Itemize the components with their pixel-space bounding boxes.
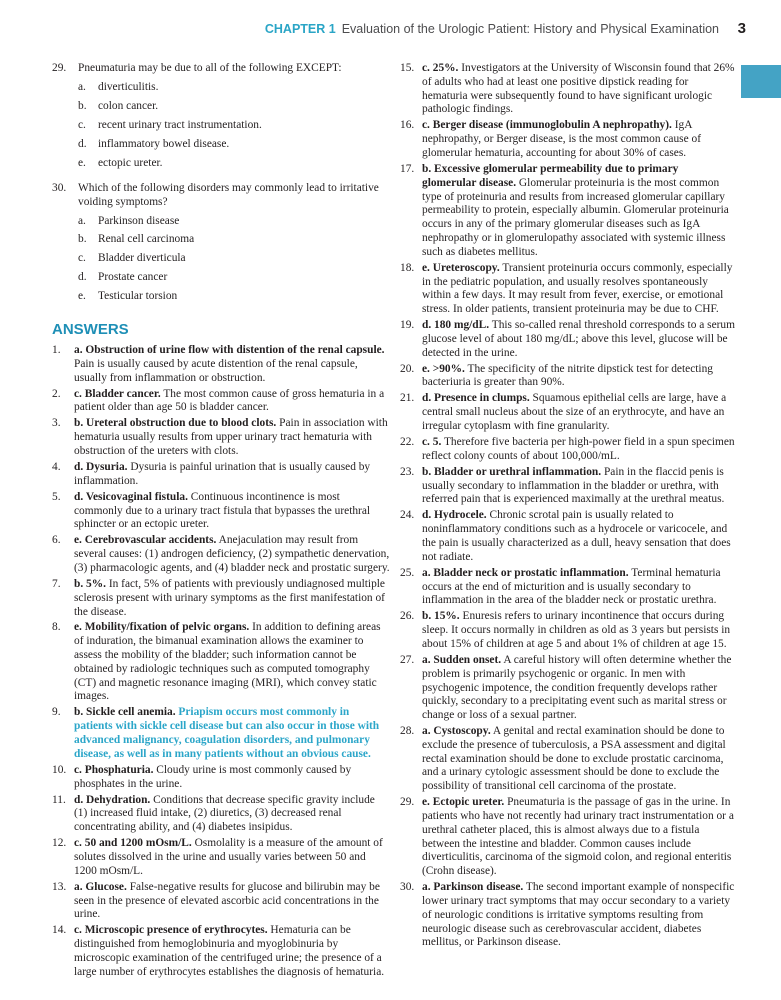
answer-choice: e. Cerebrovascular accidents. xyxy=(74,534,217,547)
answer-explanation: The most common cause of gross hematuria in a patient older than age 50 is bladder cancer. xyxy=(74,387,385,414)
answer-explanation: In fact, 5% of patients with previously undiagnosed multiple sclerosis present with urinary symptoms as the first manifestation of the disease. xyxy=(74,577,385,618)
answer-choice: a. Sudden onset. xyxy=(422,653,502,666)
answer-number: 27. xyxy=(400,653,415,666)
answer-number: 26. xyxy=(400,610,415,623)
answer-choice: d. Vesicovaginal fistula. xyxy=(74,490,188,503)
option-a xyxy=(78,215,390,229)
answer-number: 12. xyxy=(52,837,67,850)
answer-number: 10. xyxy=(52,763,67,776)
answer-explanation: The second important example of nonspecific lower urinary tract symptoms that may occur secondary to a variety of neurologic conditions is irritative symptoms resulting from neurologic disease such as cerebrovascular accident, diabetes mellitus, or Parkinson disease. xyxy=(422,881,735,949)
answer-5 xyxy=(52,491,390,532)
answer-choice: a. Glucose. xyxy=(74,880,127,893)
answer-choice: c. Phosphaturia. xyxy=(74,763,154,776)
answer-25 xyxy=(400,567,735,608)
option-letter: b. xyxy=(78,233,87,246)
answer-choice: a. Parkinson disease. xyxy=(422,881,524,894)
answer-explanation: Pain is usually caused by acute distention of the renal capsule, usually from inflammation or obstruction. xyxy=(74,357,358,384)
answer-explanation: Pneumaturia is the passage of gas in the urine. In patients who have not recently had urinary tract instrumentation or a urethral catheter placed, this is almost always due to a fistula between the intestine and bladder. Common causes include diverticulitis, carcinoma of the sigmoid colon, and regional enteritis (Crohn disease). xyxy=(422,796,734,878)
answer-number: 1. xyxy=(52,344,61,357)
option-text: colon cancer. xyxy=(98,99,159,112)
answers-heading: ANSWERS xyxy=(52,321,129,339)
answer-choice: c. 5. xyxy=(422,436,442,449)
answer-number: 29. xyxy=(400,796,415,809)
option-text: recent urinary tract instrumentation. xyxy=(98,118,262,131)
answer-choice: e. Mobility/fixation of pelvic organs. xyxy=(74,621,250,634)
answer-explanation: Hematuria can be distinguished from hemoglobinuria and myoglobinuria by microscopic examination of the centrifuged urine; the presence of a large number of erythrocytes establishes the diagnosis of hematuria. xyxy=(74,924,385,978)
running-head xyxy=(265,22,719,36)
answer-18 xyxy=(400,262,735,317)
option-b xyxy=(78,100,390,114)
answer-30 xyxy=(400,881,735,950)
answer-number: 4. xyxy=(52,460,61,473)
answer-number: 28. xyxy=(400,725,415,738)
option-letter: d. xyxy=(78,271,87,284)
option-letter: d. xyxy=(78,137,87,150)
option-text: Prostate cancer xyxy=(98,271,168,284)
chapter-title: Evaluation of the Urologic Patient: History and Physical Examination xyxy=(341,22,719,36)
answer-4 xyxy=(52,461,390,489)
option-d xyxy=(78,138,390,152)
answer-choice: c. 25%. xyxy=(422,62,459,74)
answer-choice: d. Dehydration. xyxy=(74,793,151,806)
answer-choice: c. Bladder cancer. xyxy=(74,387,161,400)
option-d xyxy=(78,271,390,285)
answer-explanation: False-negative results for glucose and bilirubin may be seen in the presence of elevated ascorbic acid concentrations in the urine. xyxy=(74,880,380,921)
option-letter: b. xyxy=(78,99,87,112)
answer-explanation: Transient proteinuria occurs commonly, especially in the pediatric population, and usually resolves spontaneously within a few days. It may result from fever, exercise, or emotional stress. In older patients, transient proteinuria may be due to CHF. xyxy=(422,261,733,316)
option-b xyxy=(78,233,390,247)
option-text: Testicular torsion xyxy=(98,290,178,303)
answer-number: 14. xyxy=(52,924,67,937)
answer-choice: b. 15%. xyxy=(422,610,460,623)
answer-choice: d. Dysuria. xyxy=(74,460,128,473)
option-letter: a. xyxy=(78,214,86,227)
option-letter: e. xyxy=(78,156,86,169)
answer-number: 7. xyxy=(52,577,61,590)
answer-choice: b. 5%. xyxy=(74,577,106,590)
question-text: Pneumaturia may be due to all of the following EXCEPT: xyxy=(78,62,342,74)
answer-explanation: Anejaculation may result from several causes: (1) androgen deficiency, (2) sympathetic denervation, (3) pharmacologic agents, and (4) bladder neck and prostatic surgery. xyxy=(74,534,390,574)
answer-26 xyxy=(400,610,735,651)
option-c xyxy=(78,119,390,133)
answer-9 xyxy=(52,706,390,761)
option-text: Parkinson disease xyxy=(98,214,180,227)
answer-16 xyxy=(400,119,735,160)
answer-number: 24. xyxy=(400,509,415,522)
answer-number: 19. xyxy=(400,319,415,332)
answer-choice: d. Presence in clumps. xyxy=(422,392,530,405)
answer-explanation: The specificity of the nitrite dipstick test for detecting bacteriuria is greater than 90%. xyxy=(422,362,713,389)
question-29 xyxy=(52,62,390,171)
option-letter: c. xyxy=(78,118,86,131)
answer-choice: c. Berger disease (immunoglobulin A nephropathy). xyxy=(422,119,672,132)
answer-7 xyxy=(52,578,390,619)
answer-21 xyxy=(400,392,735,433)
question-number: 30. xyxy=(52,181,67,194)
answer-number: 13. xyxy=(52,880,67,893)
option-letter: e. xyxy=(78,290,86,303)
page-number: 3 xyxy=(737,20,746,37)
chapter-thumb-tab xyxy=(741,65,781,98)
answer-explanation: Glomerular proteinuria is the most common type of proteinuria and results from increased glomerular capillary permeability to protein, especially albumin. Glomerular proteinuria occurs in any of the primary glomerular diseases such as IgA nephropathy or in glomerulopathy associated with systemic illness such as diabetes mellitus. xyxy=(422,176,729,258)
highlighted-explanation: Priapism occurs most commonly in patients with sickle cell disease but can also occur in those with advanced malignancy, coagulation disorders, and pulmonary disease, as well as in many patients without an obvious cause. xyxy=(74,706,380,760)
answer-28 xyxy=(400,725,735,794)
answer-choice: e. Ectopic ureter. xyxy=(422,796,505,809)
page-header xyxy=(0,22,781,42)
answer-choice: c. Microscopic presence of erythrocytes. xyxy=(74,924,268,937)
question-text: Which of the following disorders may commonly lead to irritative voiding symptoms? xyxy=(78,181,379,208)
answer-24 xyxy=(400,509,735,564)
question-30 xyxy=(52,182,390,305)
answer-20 xyxy=(400,363,735,391)
option-text: diverticulitis. xyxy=(98,80,159,93)
answer-number: 22. xyxy=(400,436,415,449)
right-column xyxy=(400,62,735,952)
answer-1 xyxy=(52,344,390,385)
answer-11 xyxy=(52,794,390,835)
option-c xyxy=(78,252,390,266)
answer-choice: a. Bladder neck or prostatic inflammation. xyxy=(422,566,629,579)
answer-10 xyxy=(52,764,390,792)
answer-explanation: Chronic scrotal pain is usually related to noninflammatory conditions such as a hydrocele or varicocele, and the pain is usually characterized as a dull, heavy sensation that does not radiate. xyxy=(422,509,731,563)
answer-6 xyxy=(52,534,390,575)
option-letter: a. xyxy=(78,80,86,93)
answer-14 xyxy=(52,924,390,979)
answer-explanation: A genital and rectal examination should be done to exclude the presence of tuberculosis, a PSA assessment and digital rectal examination should be done to exclude prostatic carcinoma, and a urinary cytologic assessment should be done to exclude the possibility of transitional cell carcinoma of the prostate. xyxy=(422,725,726,793)
option-text: inflammatory bowel disease. xyxy=(98,137,230,150)
answer-17 xyxy=(400,163,735,260)
answer-number: 9. xyxy=(52,706,61,719)
answer-number: 15. xyxy=(400,62,415,74)
option-text: Bladder diverticula xyxy=(98,252,186,265)
answer-explanation: Pain in the flaccid penis is usually secondary to inflammation in the bladder or urethra, with referred pain that is experienced maximally at the urethral meatus. xyxy=(422,465,725,506)
answer-choice: e. >90%. xyxy=(422,362,465,375)
answer-number: 18. xyxy=(400,261,415,274)
answer-choice: a. Obstruction of urine flow with distention of the renal capsule. xyxy=(74,344,385,357)
answer-23 xyxy=(400,466,735,507)
answer-number: 8. xyxy=(52,621,61,634)
answer-number: 30. xyxy=(400,881,415,894)
answer-number: 6. xyxy=(52,534,61,547)
answer-12 xyxy=(52,837,390,878)
answer-explanation: Conditions that decrease specific gravity include (1) increased fluid intake, (2) diuretics, (3) decreased renal concentrating ability, and (4) diabetes insipidus. xyxy=(74,793,375,834)
answer-explanation: Osmolality is a measure of the amount of solutes dissolved in the urine and usually varies between 50 and 1200 mOsm/L. xyxy=(74,837,383,877)
answer-choice: e. Ureteroscopy. xyxy=(422,261,500,274)
answer-number: 25. xyxy=(400,566,415,579)
answer-explanation: In addition to defining areas of induration, the bimanual examination allows the examiner to assess the mobility of the bladder; such information cannot be obtained by radiologic techniques such as computed tomography (CT) and magnetic resonance imaging (MRI), which convey static images. xyxy=(74,621,381,703)
answer-choice: a. Cystoscopy. xyxy=(422,725,491,738)
option-text: ectopic ureter. xyxy=(98,156,163,169)
option-e xyxy=(78,157,390,171)
answer-number: 3. xyxy=(52,417,61,430)
answer-choice: b. Bladder or urethral inflammation. xyxy=(422,465,602,478)
question-number: 29. xyxy=(52,62,67,74)
answer-number: 17. xyxy=(400,162,415,175)
answer-number: 16. xyxy=(400,119,415,132)
answer-choice: d. Hydrocele. xyxy=(422,509,487,522)
answer-22 xyxy=(400,436,735,464)
option-text: Renal cell carcinoma xyxy=(98,233,195,246)
answer-explanation: A careful history will often determine whether the problem is primarily psychogenic or organic. In men with psychogenic impotence, the condition frequently develops rather quickly, secondary to a precipitating event such as marital stress or change or loss of a sexual partner. xyxy=(422,653,732,722)
answer-explanation: Investigators at the University of Wisconsin found that 26% of adults who had at least one positive dipstick reading for hematuria were subsequently found to have significant urologic pathologic findings. xyxy=(422,62,735,116)
answers-list-right xyxy=(400,62,735,950)
answer-choice: b. Ureteral obstruction due to blood clots. xyxy=(74,417,277,430)
answer-number: 2. xyxy=(52,387,61,400)
answer-explanation: Continuous incontinence is most commonly due to a urinary tract fistula that bypasses the urethral sphincter or an ectopic ureter. xyxy=(74,490,371,531)
answer-choice: c. 50 and 1200 mOsm/L. xyxy=(74,837,192,850)
answer-27 xyxy=(400,654,735,723)
answer-8 xyxy=(52,621,390,704)
answer-number: 11. xyxy=(52,793,66,806)
left-column xyxy=(52,62,390,982)
answer-choice: b. Excessive glomerular permeability due to primary glomerular disease. xyxy=(422,162,679,189)
answer-explanation: Terminal hematuria occurs at the end of micturition and is usually secondary to inflammation in the area of the bladder neck or prostatic urethra. xyxy=(422,566,721,607)
answer-explanation: Enuresis refers to urinary incontinence that occurs during sleep. It occurs normally in children as old as 3 years but persists in about 15% of children at age 5 and about 1% of children at age 15. xyxy=(422,610,731,650)
chapter-label: CHAPTER 1 xyxy=(264,22,336,36)
answer-15 xyxy=(400,62,735,117)
answer-13 xyxy=(52,881,390,922)
answer-choice: d. 180 mg/dL. xyxy=(422,319,490,332)
answers-list-left xyxy=(52,344,390,980)
answer-19 xyxy=(400,319,735,360)
answer-explanation: Squamous epithelial cells are large, have a central small nucleus about the size of an erythrocyte, and have an irregular cytoplasm with fine granularity. xyxy=(422,392,727,433)
answer-explanation: Therefore five bacteria per high-power field in a spun specimen reflect colony counts of about 100,000/mL. xyxy=(422,436,735,462)
answer-explanation: IgA nephropathy, or Berger disease, is the most common cause of glomerular hematuria, accounting for about 30% of cases. xyxy=(422,119,701,159)
answer-choice: b. Sickle cell anemia. xyxy=(74,706,176,719)
answer-2 xyxy=(52,388,390,416)
answer-explanation: Cloudy urine is most commonly caused by phosphates in the urine. xyxy=(74,763,352,790)
option-e xyxy=(78,290,390,304)
answer-explanation: This so-called renal threshold corresponds to a serum glucose level of about 180 mg/dL; above this level, glucose will be detected in the urine. xyxy=(422,319,735,359)
option-a xyxy=(78,81,390,95)
answer-explanation: Dysuria is painful urination that is usually caused by inflammation. xyxy=(74,460,371,487)
option-letter: c. xyxy=(78,252,86,265)
answer-number: 5. xyxy=(52,490,61,503)
answer-number: 23. xyxy=(400,465,415,478)
answer-3 xyxy=(52,417,390,458)
answer-number: 21. xyxy=(400,392,415,405)
answer-number: 20. xyxy=(400,362,415,375)
answer-29 xyxy=(400,796,735,879)
answer-explanation: Pain in association with hematuria usually results from upper urinary tract hematuria with obstruction of the ureters with clots. xyxy=(74,417,388,457)
